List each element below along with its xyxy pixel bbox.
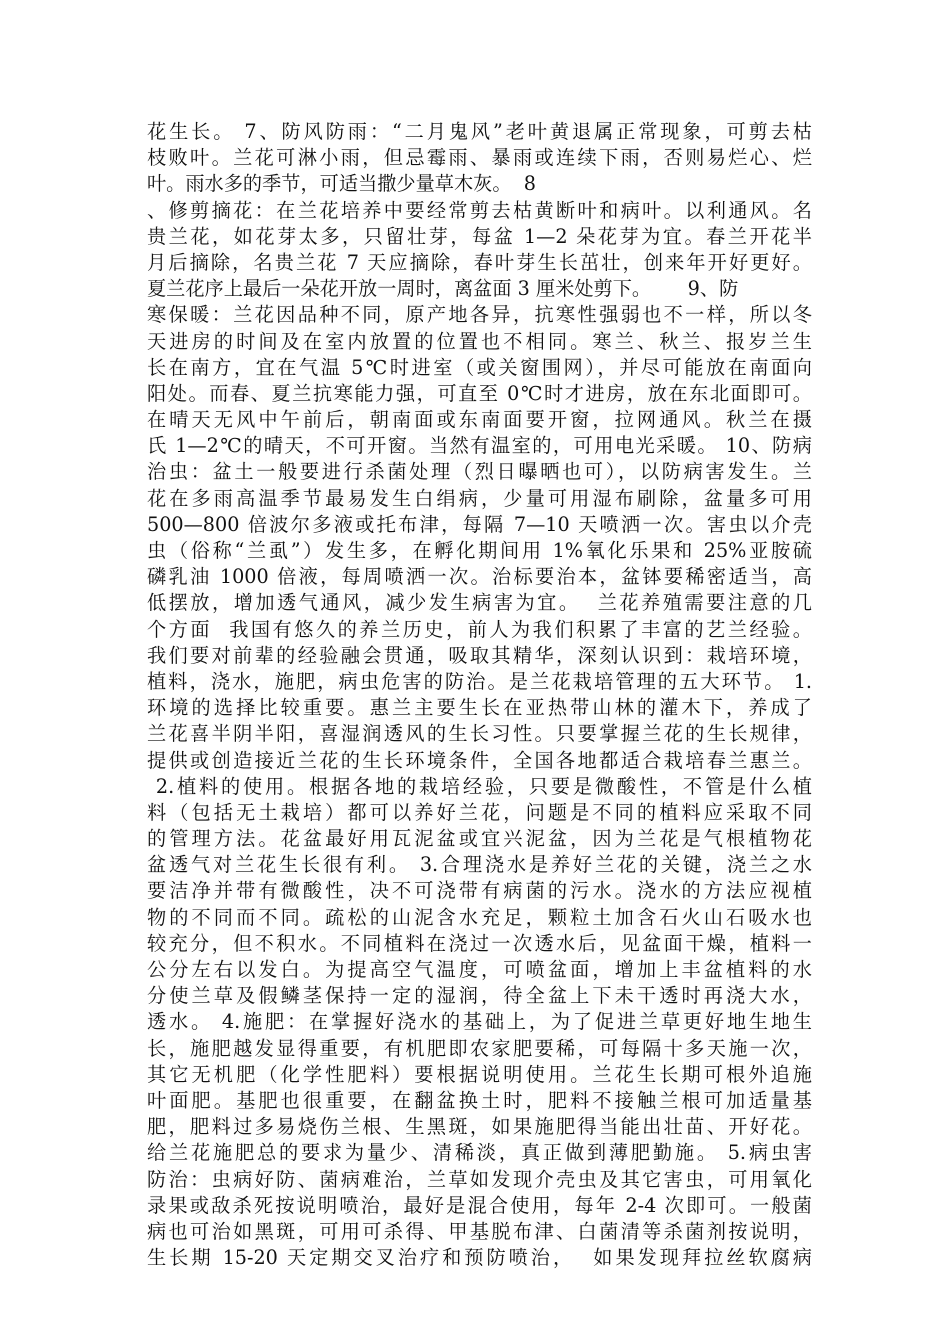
text-line: 料（包括无土栽培）都可以养好兰花，问题是不同的植料应采取不同 bbox=[147, 800, 812, 824]
text-line: 磷乳油 1000 倍液，每周喷洒一次。治标要治本，盆钵要稀密适当，高 bbox=[147, 565, 812, 589]
text-line: 生长期 15-20 天定期交叉治疗和预防喷治， 如果发现拜拉丝软腐病 bbox=[147, 1246, 812, 1270]
text-line: 防治：虫病好防、菌病难治，兰草如发现介壳虫及其它害虫，可用氧化 bbox=[147, 1167, 812, 1191]
text-line: 阳处。而春、夏兰抗寒能力强，可直至 0℃时才进房，放在东北面即可。 bbox=[147, 381, 812, 405]
text-line: 夏兰花序上最后一朵花开放一周时，离盆面 3 厘米处剪下。 9、防 bbox=[147, 277, 739, 301]
text-line: 我们要对前辈的经验融会贯通，吸取其精华，深刻认识到：栽培环境， bbox=[147, 643, 812, 667]
text-line: 录果或敌杀死按说明喷治，最好是混合使用，每年 2-4 次即可。一般菌 bbox=[147, 1193, 812, 1217]
text-line: 叶面肥。基肥也很重要，在翻盆换土时，肥料不接触兰根可加适量基 bbox=[147, 1088, 812, 1112]
text-line: 植料，浇水，施肥，病虫危害的防治。是兰花栽培管理的五大环节。 1. bbox=[147, 669, 812, 693]
text-line: 长，施肥越发显得重要，有机肥即农家肥要稀，可每隔十多天施一次， bbox=[147, 1036, 812, 1060]
text-line: 给兰花施肥总的要求为量少、清稀淡，真正做到薄肥勤施。 5.病虫害 bbox=[147, 1141, 812, 1165]
body-text bbox=[147, 119, 812, 1271]
text-line: 较充分，但不积水。不同植料在浇过一次透水后，见盆面干燥，植料一 bbox=[147, 931, 812, 955]
text-line: 寒保暖：兰花因品种不同，原产地各异，抗寒性强弱也不一样，所以冬 bbox=[147, 303, 812, 327]
text-line: 叶。雨水多的季节，可适当撒少量草木灰。 8 bbox=[147, 172, 536, 196]
text-line: 其它无机肥（化学性肥料）要根据说明使用。兰花生长期可根外追施 bbox=[147, 1062, 812, 1086]
text-line: 环境的选择比较重要。惠兰主要生长在亚热带山林的灌木下，养成了 bbox=[147, 696, 812, 720]
text-line: 治虫：盆土一般要进行杀菌处理（烈日曝晒也可），以防病害发生。兰 bbox=[147, 460, 812, 484]
text-line: 枝败叶。兰花可淋小雨，但忌霉雨、暴雨或连续下雨，否则易烂心、烂 bbox=[147, 146, 812, 170]
text-line: 提供或创造接近兰花的生长环境条件，全国各地都适合栽培春兰惠兰。 bbox=[147, 748, 812, 772]
text-line: 虫（俗称“兰虱”）发生多，在孵化期间用 1%氧化乐果和 25%亚胺硫 bbox=[147, 539, 812, 562]
text-line: 肥，肥料过多易烧伤兰根、生黑斑，如果施肥得当能出壮苗、开好花。 bbox=[147, 1115, 812, 1139]
text-line: 物的不同而不同。疏松的山泥含水充足，颗粒土加含石火山石吸水也 bbox=[147, 905, 812, 929]
text-line: 花生长。 7、防风防雨：“二月鬼风”老叶黄退属正常现象，可剪去枯 bbox=[147, 120, 812, 143]
text-line: 病也可治如黑斑，可用可杀得、甲基脱布津、白菌清等杀菌剂按说明， bbox=[147, 1219, 812, 1243]
text-line: 天进房的时间及在室内放置的位置也不相同。寒兰、秋兰、报岁兰生 bbox=[147, 329, 812, 353]
text-line: 氏 1—2℃的晴天，不可开窗。当然有温室的，可用电光采暖。 10、防病 bbox=[147, 434, 812, 458]
text-line: 、修剪摘花：在兰花培养中要经常剪去枯黄断叶和病叶。以利通风。名 bbox=[147, 198, 812, 222]
text-line: 在晴天无风中午前后，朝南面或东南面要开窗，拉网通风。秋兰在摄 bbox=[147, 408, 812, 432]
text-line: 个方面 我国有悠久的养兰历史，前人为我们积累了丰富的艺兰经验。 bbox=[147, 617, 812, 641]
text-line: 要洁净并带有微酸性，决不可浇带有病菌的污水。浇水的方法应视植 bbox=[147, 879, 812, 903]
text-line: 低摆放，增加透气通风，减少发生病害为宜。 兰花养殖需要注意的几 bbox=[147, 591, 812, 615]
text-line: 长在南方，宜在气温 5℃时进室（或关窗围网），并尽可能放在南面向 bbox=[147, 355, 812, 379]
text-line: 盆透气对兰花生长很有利。 3.合理浇水是养好兰花的关键，浇兰之水 bbox=[147, 853, 812, 877]
text-line: 花在多雨高温季节最易发生白绢病，少量可用湿布刷除，盆量多可用 bbox=[147, 486, 812, 510]
text-line: 透水。 4.施肥：在掌握好浇水的基础上，为了促进兰草更好地生地生 bbox=[147, 1010, 812, 1034]
text-line: 500—800 倍波尔多液或托布津，每隔 7—10 天喷洒一次。害虫以介壳 bbox=[147, 512, 812, 536]
text-line: 2.植料的使用。根据各地的栽培经验，只要是微酸性，不管是什么植 bbox=[147, 774, 812, 798]
text-line: 月后摘除，名贵兰花 7 天应摘除，春叶芽生长茁壮，创来年开好更好。 bbox=[147, 250, 812, 274]
text-line: 的管理方法。花盆最好用瓦泥盆或宜兴泥盆，因为兰花是气根植物花 bbox=[147, 827, 812, 851]
text-line: 兰花喜半阴半阳，喜湿润透风的生长习性。只要掌握兰花的生长规律， bbox=[147, 722, 812, 746]
text-line: 贵兰花，如花芽太多，只留壮芽，每盆 1—2 朵花芽为宜。春兰开花半 bbox=[147, 224, 812, 248]
text-line: 公分左右以发白。为提高空气温度，可喷盆面，增加上丰盆植料的水 bbox=[147, 958, 812, 981]
text-line: 分使兰草及假鳞茎保持一定的湿润，待全盆上下未干透时再浇大水， bbox=[147, 984, 812, 1008]
